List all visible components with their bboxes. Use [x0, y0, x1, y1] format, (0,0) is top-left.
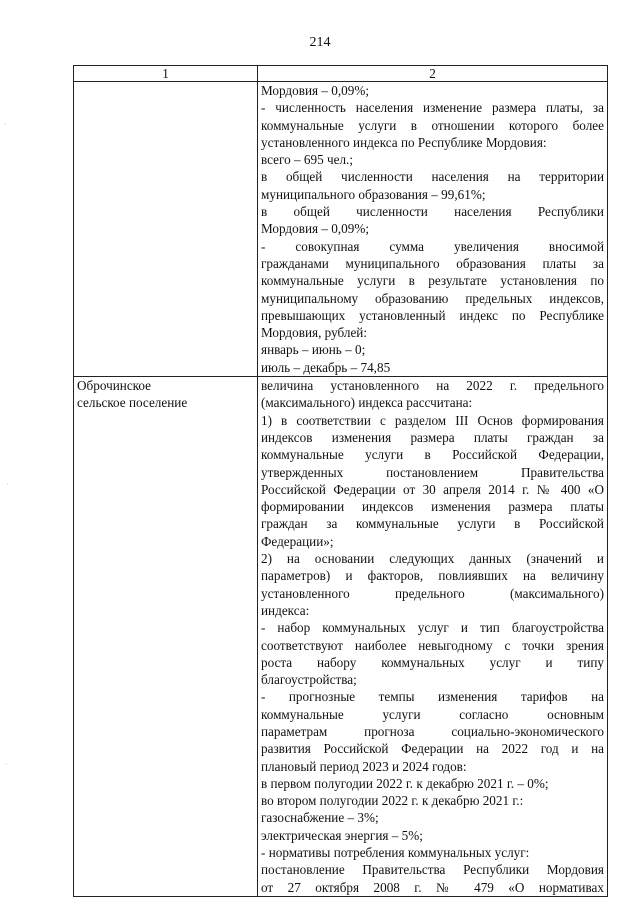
description-line: 2) на основании следующих данных (значений и [261, 551, 604, 567]
description-line: гражданами муниципального образования платы за [261, 255, 604, 271]
scan-noise: · [4, 120, 7, 129]
description-line: коммунальные услуги в результате установления по [261, 273, 604, 289]
description-line: роста набору коммунальных услуг и типу [261, 654, 604, 670]
description-line: индексов изменения размера платы граждан за [261, 429, 604, 445]
description-line: развития Российской Федерации на 2022 год и на [261, 741, 604, 757]
scan-noise: · [5, 760, 8, 769]
description-line: установленного индекса по Республике Мордовия: [261, 134, 547, 150]
description-line: в общей численности населения на территории [261, 169, 604, 185]
description-line: коммунальные услуги согласно основным [261, 706, 604, 722]
tariff-index-table [73, 65, 608, 897]
description-line: утвержденных постановлением Правительства [261, 464, 604, 480]
description-line: - совокупная сумма увеличения вносимой [261, 238, 604, 254]
description-line: июль – декабрь – 74,85 [261, 359, 391, 375]
table-row [74, 377, 608, 897]
description-line: индекса: [261, 602, 310, 618]
table-row [74, 82, 608, 377]
description-line: январь – июнь – 0; [261, 342, 366, 358]
description-line: Федерации»; [261, 533, 334, 549]
column-header-2: 2 [258, 66, 608, 82]
description-line: плановый период 2023 и 2024 годов: [261, 758, 467, 774]
description-line: установленного предельного (максимального) [261, 585, 604, 601]
description-line: от 27 октября 2008 г. № 479 «О нормативах [261, 879, 604, 895]
description-line: Мордовия – 0,09%; [261, 83, 369, 98]
municipality-name-line: Оброчинское [77, 378, 152, 394]
description-line: в общей численности населения Республики [261, 204, 604, 220]
description-line: 1) в соответствии с разделом III Основ формирования [261, 412, 604, 428]
description-line: - нормативы потребления коммунальных услуг: [261, 845, 530, 861]
description-line: муниципального образования – 99,61%; [261, 186, 486, 202]
description-line: превышающих установленный индекс по Республике [261, 307, 604, 323]
description-line: благоустройства; [261, 672, 357, 688]
description-line: параметрам прогноза социально-экономического [261, 723, 604, 739]
page-number: 214 [309, 35, 331, 50]
description-line: во втором полугодии 2022 г. к декабрю 2021 г.: [261, 793, 524, 809]
description-line: постановление Правительства Республики Мордовия [261, 862, 604, 878]
description-line: параметров) и факторов, повлиявших на величину [261, 568, 604, 584]
municipality-name-line: сельское поселение [77, 395, 188, 411]
description-line: в первом полугодии 2022 г. к декабрю 2021 г. – 0%; [261, 775, 549, 791]
description-line: граждан за коммунальные услуги в Российской [261, 516, 604, 532]
column-header-1: 1 [74, 66, 258, 82]
municipality-cell [74, 82, 258, 377]
description-line: величина установленного на 2022 г. предельного [261, 378, 604, 394]
description-line: формировании индексов изменения размера платы [261, 499, 604, 515]
description-cell [258, 82, 608, 377]
description-line: - набор коммунальных услуг и тип благоустройства [261, 620, 604, 636]
description-line: - прогнозные темпы изменения тарифов на [261, 689, 604, 705]
description-line: - численность населения изменение размера платы, за [261, 100, 604, 116]
description-line: газоснабжение – 3%; [261, 810, 379, 826]
description-line: электрическая энергия – 5%; [261, 827, 423, 843]
description-line: Мордовия – 0,09%; [261, 221, 369, 237]
description-line: муниципальному образованию предельных индексов, [261, 290, 604, 306]
description-line: Мордовия, рублей: [261, 325, 368, 341]
description-line: коммунальные услуги в отношении которого более [261, 117, 604, 133]
description-cell [258, 377, 608, 897]
scan-noise: · [6, 480, 9, 489]
table-header-row [74, 66, 608, 82]
description-line: коммунальные услуги в Российской Федерации, [261, 447, 604, 463]
description-line: соответствуют наиболее невыгодному с точки зрения [261, 637, 604, 653]
description-line: (максимального) индекса рассчитана: [261, 395, 473, 411]
description-line: всего – 695 чел.; [261, 152, 353, 168]
municipality-cell [74, 377, 258, 897]
description-line: Российской Федерации от 30 апреля 2014 г. № 400 «О [261, 481, 604, 497]
